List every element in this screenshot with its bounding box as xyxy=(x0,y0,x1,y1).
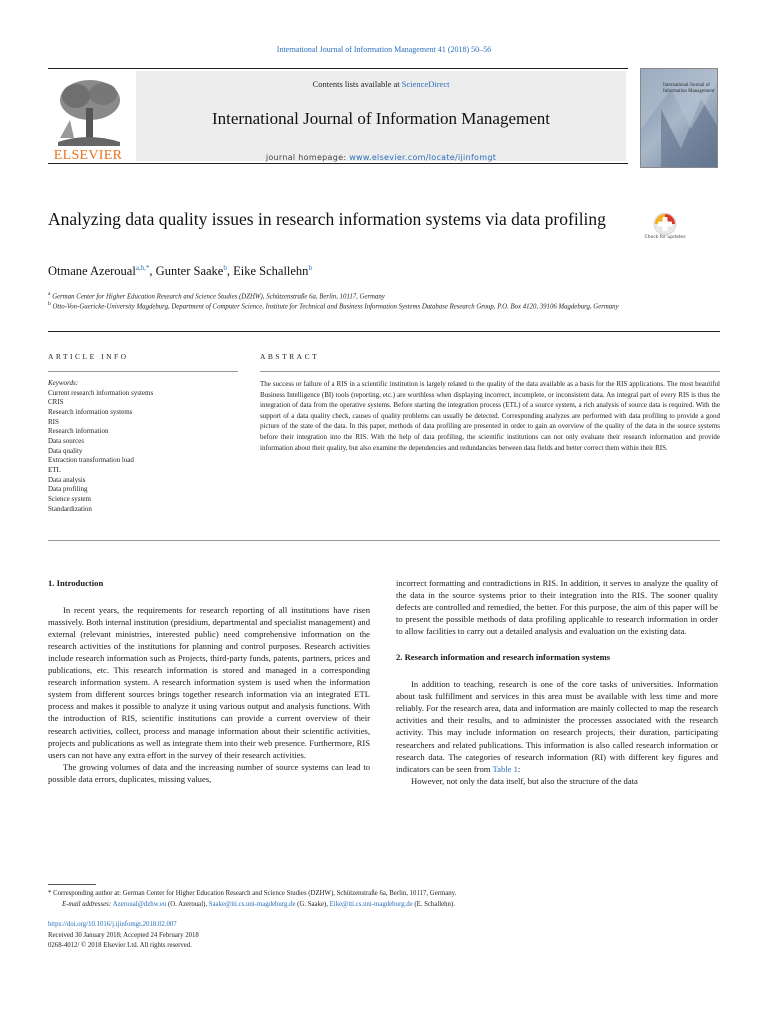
contents-line xyxy=(136,79,626,89)
homepage-link[interactable]: www.elsevier.com/locate/ijinfomgt xyxy=(349,153,497,162)
masthead-banner xyxy=(136,71,626,161)
keyword-item: Current research information systems xyxy=(48,388,154,397)
author-3-affil: b xyxy=(308,264,312,272)
author-2-affil: b xyxy=(223,264,227,272)
keyword-item: Data sources xyxy=(48,436,84,445)
article-title: Analyzing data quality issues in research information systems via data profiling xyxy=(48,209,606,229)
homepage-line xyxy=(136,153,626,162)
keyword-item: Extraction transformation load xyxy=(48,456,134,465)
section-1-paragraph: The growing volumes of data and the increasing number of source systems can lead to possible data errors, duplicates, missing values, xyxy=(48,761,370,784)
affiliation-a: $^a$ German Center for Higher Education Research and Science Studies (DZHW), Schützenstraße 6a, Berlin, 10117, Germany xyxy=(48,291,385,301)
section-1-heading: 1. Introduction xyxy=(48,578,104,588)
publication-info xyxy=(48,920,448,952)
body-column-left xyxy=(48,577,370,785)
author-list: Otmane Azeroual$^{a,b,*}$, Gunter Saake$^b$, Eike Schallehn$^b$ xyxy=(48,264,312,279)
homepage-prefix: journal homepage: xyxy=(265,153,350,162)
crossmark-label: Check for updates xyxy=(644,235,686,240)
cover-title: International Journal of Information Management xyxy=(663,83,715,94)
keyword-item: Standardization xyxy=(48,504,92,513)
keywords-list xyxy=(48,379,238,514)
email-link-2[interactable]: Saake@iti.cs.uni-magdeburg.de xyxy=(208,900,296,908)
email-link-1[interactable]: Azeroual@dzhw.eu xyxy=(112,900,167,908)
elsevier-tree-logo-icon xyxy=(48,76,128,158)
author-1[interactable]: Otmane Azeroual$^{a,b,*}$ xyxy=(48,264,150,279)
divider xyxy=(48,331,720,332)
keyword-item: Research information systems xyxy=(48,407,133,416)
elsevier-logo-text: ELSEVIER xyxy=(53,148,123,163)
author-3[interactable]: Eike Schallehn$^b$ xyxy=(233,264,312,279)
section-2-paragraph: However, not only the data itself, but also the structure of the data xyxy=(411,775,638,786)
abstract-text: The success or failure of a RIS in a scientific institution is largely related to the quality of the data available as a basis for the RIS applications. The most beautiful Business Intelligence (BI) tools (reporting, etc.) are worthless when displaying incorrect, incomplete, or inconsistent data. An integral part of every RIS is thus the integration of data from the operative systems. Before starting the integration process (ETL) of a source system, a rich analysis of source data is required. With the support of a data quality check, causes of quality problems can usually be detected. Corresponding analyzes are performed with data profiling to provide a good picture of the state of the data. In this paper, methods of data profiling are presented in order to gain an overview of the quality of the data in the source systems before their integration into the RIS. With the help of data profiling, the scientific institutions can not only evaluate their research information and provide information about their quality, but also examine the dependencies and redundancies between data fields and better correct them within their RIS. xyxy=(260,380,720,452)
body-column-right xyxy=(396,577,718,787)
keywords-label: Keywords: xyxy=(48,379,79,387)
sciencedirect-link[interactable]: ScienceDirect xyxy=(401,79,450,89)
abstract-bottom-rule xyxy=(48,540,720,541)
author-2[interactable]: Gunter Saake$^b$ xyxy=(155,264,227,279)
crossmark-icon[interactable] xyxy=(648,212,682,250)
received-dates: Received 30 January 2018; Accepted 24 February 2018 xyxy=(48,931,199,939)
keyword-item: ETL xyxy=(48,465,61,474)
keyword-item: Science system xyxy=(48,494,91,503)
affiliation-b: $^b$ Otto-Von-Guericke-University Magdeburg, Department of Computer Science, Institute for Technical and Business Information Systems Database Research Group, P.O. Box 4120, 39106 Magdeburg, Germany xyxy=(48,301,619,311)
journal-reference[interactable]: International Journal of Information Management 41 (2018) 50–56 xyxy=(276,45,492,54)
keyword-item: CRIS xyxy=(48,398,64,407)
section-2-heading: 2. Research information and research information systems xyxy=(396,652,611,663)
contents-prefix: Contents lists available at xyxy=(312,79,402,89)
footnote xyxy=(48,889,728,910)
section-1-paragraph-continued: incorrect formatting and contradictions in RIS. In addition, it serves to analyze the quality of the data in the source systems prior to their integration into the RIS. The sooner quality defects are controlled and remedied, the better. For this purpose, the aim of this paper will be to present the possible methods of data profiling applicable to research information in order to allow facilities to carry out a detailed analysis and evaluation on the existing data. xyxy=(396,578,718,637)
asterisk-mark: * xyxy=(48,890,52,897)
article-info-heading: ARTICLE INFO xyxy=(48,352,129,361)
keyword-item: Data analysis xyxy=(48,475,86,484)
footnote-corresponding: * Corresponding author at: German Center for Higher Education Research and Science Studies (DZHW), Schützenstraße 6a, Berlin, 10117, Germany. xyxy=(48,890,457,897)
copyright-notice: 0268-4012/ © 2018 Elsevier Ltd. All rights reserved. xyxy=(48,942,192,949)
journal-title: International Journal of Information Management xyxy=(212,109,550,128)
footnote-rule xyxy=(48,884,96,885)
doi-link[interactable]: https://doi.org/10.1016/j.ijinfomgt.2018.02.007 xyxy=(48,921,177,928)
table-1-link[interactable]: Table 1 xyxy=(492,763,518,774)
section-2-paragraph: In addition to teaching, research is one of the core tasks of universities. Information about task fulfillment and services in this area must be available with less time and more reliably. For the research area, data and information are mainly collected to map the research activities and their results, and to administer the processes associated with the research activity. This may include information on research projects, their duration, participating researchers and related publications. This information is also called research information or research data. The categories of research information (RI) with different key figures and indicators can be seen from Table 1: xyxy=(396,679,718,774)
keyword-item: Data quality xyxy=(48,446,83,455)
keyword-item: RIS xyxy=(48,417,59,426)
masthead-bottom-rule xyxy=(48,163,628,164)
author-1-affil: a,b,* xyxy=(135,264,150,272)
masthead-top-rule xyxy=(48,68,628,69)
keyword-item: Research information xyxy=(48,427,109,436)
abstract-rule xyxy=(260,371,720,372)
journal-cover-image[interactable] xyxy=(640,68,718,168)
keyword-item: Data profiling xyxy=(48,485,88,494)
masthead xyxy=(48,68,628,163)
footnote-emails: E-mail addresses: Azeroual@dzhw.eu (O. Azeroual), Saake@iti.cs.uni-magdeburg.de (G. Saake), Eike@iti.cs.uni-magdeburg.de (E. Schallehn). xyxy=(62,900,455,908)
section-1-paragraph: In recent years, the requirements for research reporting of all institutions have risen massively. Both internal institution (presidium, departmental and specialist management) and external (relevant ministries, interested public) need comprehensive information on the research activities of the institutions for planning and control purposes. Research activities include research information such as Projects, third-party funds, patents, partners, prices and publications, etc. This research information is stored and managed in a corresponding research information system. A research information system is used when the information system from different sources brings together research information via an integrated ETL process and makes it possible to analyze it using various output and analysis functions. With the introduction of RIS, scientific institutions can provide a current overview of their research activities, collect, process and manage information about their scientific activities, projects and publications as well as integrate them into their web presence. Furthermore, RIS users can not have any extra effort in the survey of their research activities. xyxy=(48,605,370,760)
article-info-rule xyxy=(48,371,238,372)
email-link-3[interactable]: Eike@iti.cs.uni-magdeburg.de xyxy=(329,900,413,908)
abstract-heading: ABSTRACT xyxy=(260,352,320,361)
